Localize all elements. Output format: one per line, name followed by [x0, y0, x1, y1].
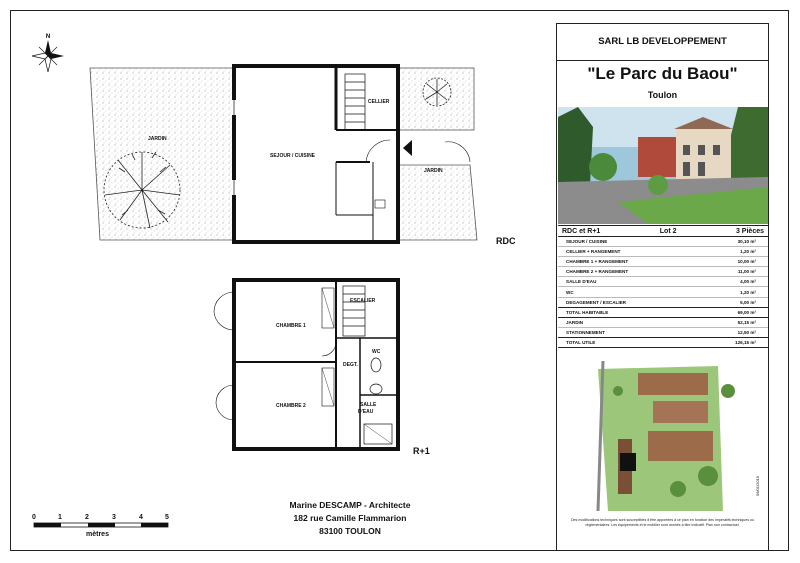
info-panel	[556, 23, 769, 551]
scale-tick: 0	[32, 514, 36, 521]
pieces-label: 3 Pièces	[735, 227, 764, 235]
project-city: Toulon	[647, 90, 678, 100]
room-label-degt: DEGT.	[343, 362, 358, 368]
total-utile-row: TOTAL UTILE 126,15 m²	[558, 338, 768, 348]
table-row: CHAMBRE 2 + RANGEMENT 11,00 m²	[558, 267, 768, 277]
architect-address: 182 rue Camille Flammarion	[293, 513, 407, 523]
site-plan-map	[558, 361, 768, 516]
lot-label: Lot 2	[659, 227, 677, 235]
room-label-chambre1: CHAMBRE 1	[276, 323, 306, 329]
room-label-sejour: SEJOUR / CUISINE	[270, 153, 316, 159]
table-header	[558, 225, 768, 237]
room-label-salle-1: SALLE	[360, 402, 377, 408]
scale-tick: 4	[139, 514, 143, 521]
table-row: JARDIN 52,15 m²	[558, 318, 768, 328]
table-row: SEJOUR / CUISINE 30,10 m²	[558, 237, 768, 247]
architect-city: 83100 TOULON	[319, 526, 381, 536]
scale-tick: 2	[85, 514, 89, 521]
garden-left	[90, 68, 237, 240]
scale-unit: mètres	[86, 531, 109, 538]
scale-bar	[34, 523, 168, 527]
room-label-wc: WC	[372, 349, 381, 355]
table-row: CELLIER + RANGEMENT 1,20 m²	[558, 247, 768, 257]
room-label-chambre2: CHAMBRE 2	[276, 403, 306, 409]
house-render-image	[558, 107, 768, 224]
plan-date: 09/01/2019	[755, 475, 760, 496]
svg-text:N: N	[45, 34, 51, 40]
company-name: SARL LB DEVELOPPEMENT	[557, 24, 768, 61]
scale-tick: 1	[58, 514, 62, 521]
area-table	[558, 225, 768, 348]
table-row: WC 1,20 m²	[558, 287, 768, 297]
room-label-cellier: CELLIER	[368, 99, 390, 105]
room-label-salle-2: D'EAU	[358, 409, 374, 415]
table-row: SALLE D'EAU 4,00 m²	[558, 277, 768, 287]
project-title: "Le Parc du Baou"	[587, 64, 738, 83]
north-compass-icon	[32, 34, 64, 72]
r1-walls	[214, 280, 398, 449]
floor-label-rdc: RDC	[496, 236, 516, 246]
scale-tick: 3	[112, 514, 116, 521]
scale-tick: 5	[165, 514, 169, 521]
levels-label: RDC et R+1	[562, 227, 601, 235]
room-label-jardin-left: JARDIN	[148, 136, 167, 142]
table-row: STATIONNEMENT 12,50 m²	[558, 328, 768, 338]
room-label-jardin-right: JARDIN	[424, 168, 443, 174]
total-habitable-row: TOTAL HABITABLE 69,00 m²	[558, 308, 768, 318]
architect-block	[250, 499, 450, 538]
disclaimer-text: Des modifications techniques sont susceptibles d'être apportées à ce plan en fonction des impératifs techniques ou réglementaires. Les équipements et le mobilier sont donnés à titre indicatif. Plan non contractuel.	[570, 518, 755, 527]
room-label-escalier: ESCALIER	[350, 298, 376, 304]
table-row: DEGAGEMENT / ESCALIER 5,00 m²	[558, 298, 768, 308]
floor-label-r1: R+1	[413, 446, 430, 456]
table-row: CHAMBRE 1 + RANGEMENT 10,00 m²	[558, 257, 768, 267]
entry-arrow-icon	[403, 140, 412, 156]
architect-name: Marine DESCAMP - Architecte	[289, 500, 411, 510]
